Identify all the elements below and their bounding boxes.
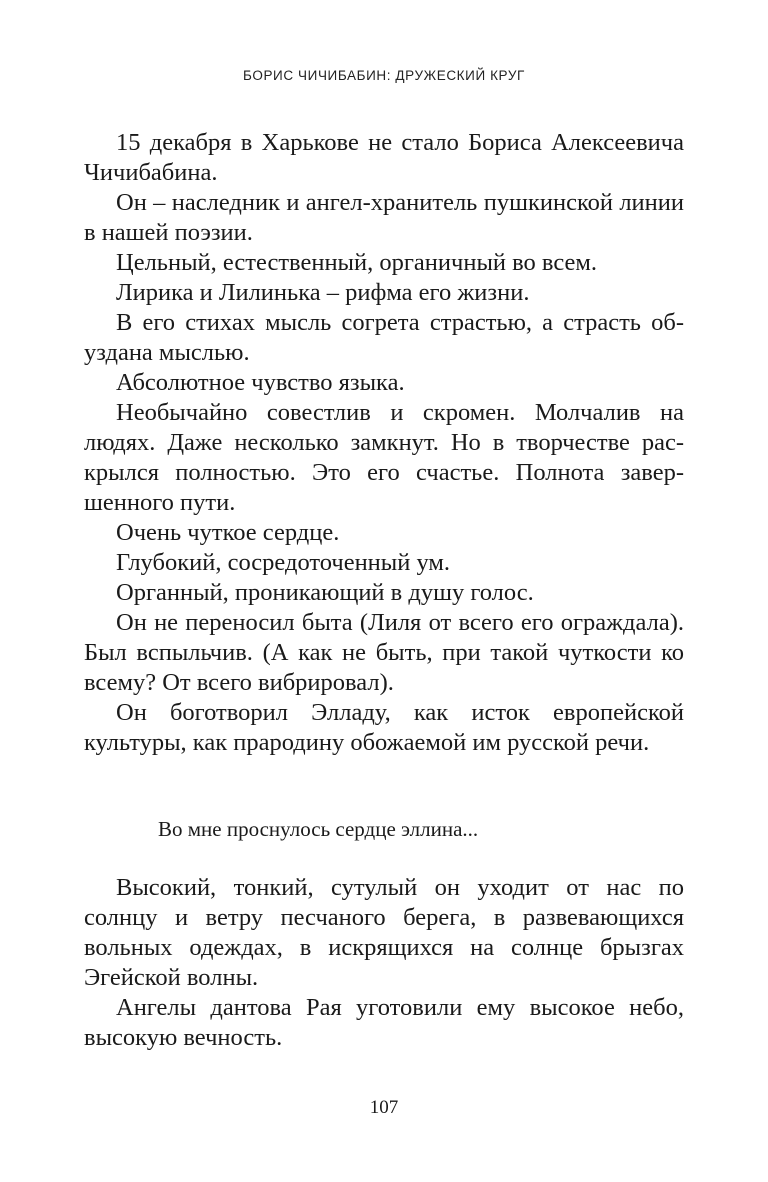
body-text-top bbox=[84, 128, 684, 758]
paragraph: Он не переносил быта (Лиля от всего его ограждала). Был вспыльчив. (А как не быть, при такой чуткости ко всему? От всего вибрировал). bbox=[84, 609, 684, 696]
epigraph-quote: Во мне проснулось сердце эллина... bbox=[158, 817, 479, 841]
running-head: БОРИС ЧИЧИБАБИН: ДРУЖЕСКИЙ КРУГ bbox=[243, 68, 525, 83]
paragraph: Высокий, тонкий, сутулый он уходит от нас по солнцу и ветру песчаного берега, в развевающихся вольных одеждах, в искрящихся на солнце брызгах Эгейской волны. bbox=[84, 874, 684, 991]
paragraph: Он – наследник и ангел-хранитель пушкинской линии в нашей поэзии. bbox=[84, 189, 684, 246]
page-number: 107 bbox=[369, 1097, 399, 1118]
paragraph: Ангелы дантова Рая уготовили ему высокое небо, высокую вечность. bbox=[84, 994, 684, 1051]
paragraph: 15 декабря в Харькове не стало Бориса Алексеевича Чичибабина. bbox=[84, 129, 684, 186]
paragraph: Цельный, естественный, органичный во всем. bbox=[116, 249, 598, 276]
paragraph: Очень чуткое сердце. bbox=[116, 519, 340, 546]
paragraph: Лирика и Лилинька – рифма его жизни. bbox=[116, 279, 530, 306]
paragraph: Глубокий, сосредоточенный ум. bbox=[116, 549, 451, 576]
body-text-bottom bbox=[84, 873, 684, 1053]
paragraph: Он боготворил Элладу, как исток европейской культуры, как прародину обожаемой им русской речи. bbox=[84, 699, 684, 756]
paragraph: Абсолютное чувство языка. bbox=[116, 369, 405, 396]
paragraph: Органный, проникающий в душу голос. bbox=[116, 579, 534, 606]
paragraph: В его стихах мысль согрета страстью, а страсть обуздана мыслью. bbox=[84, 309, 684, 366]
paragraph: Необычайно совестлив и скромен. Молчалив на людях. Даже несколько замкнут. Но в творчестве раскрылся полностью. Это его счастье. Полнота завершенного пути. bbox=[84, 399, 684, 516]
